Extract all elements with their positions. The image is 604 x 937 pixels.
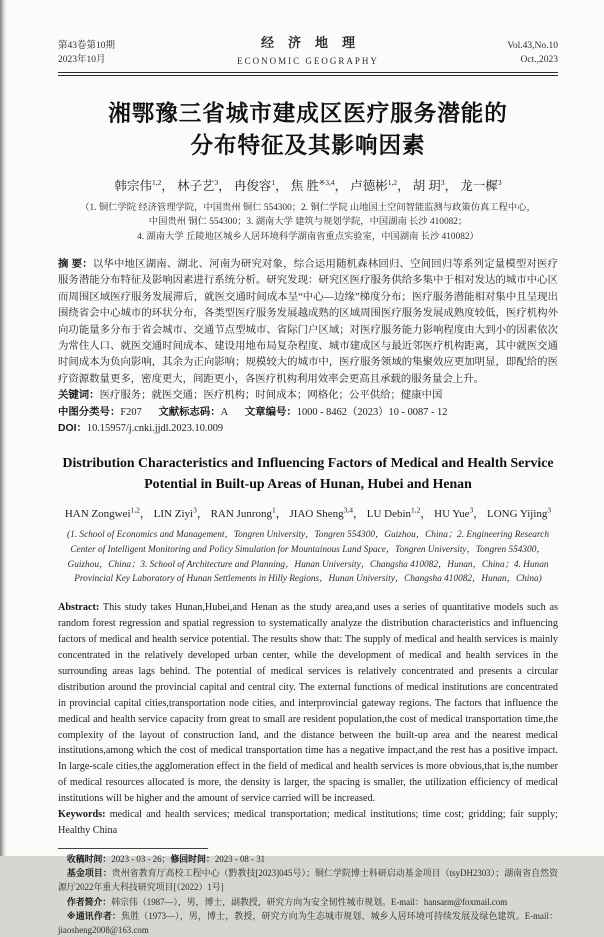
abstract-cn [58,257,558,388]
author-en: LONG Yijing$^3$ [486,505,552,520]
document-code: 文献标志码：A [158,406,229,418]
volume-issue: 第43卷第10期 [58,41,116,52]
doi-value: 10.15957/j.cnki.jjdl.2023.10.009 [86,423,224,435]
author-en: HU Yue$^3$， [434,505,485,520]
affiliation-cn-line: 4. 湖南大学 丘陵地区城乡人居环境科学湖南省重点实验室，中国湖南 长沙 410082） [137,231,479,242]
volume-number-en: Vol.43,No.10 [507,41,558,52]
issue-date-cn: 2023年10月 [58,55,106,66]
affiliations-en: (1. School of Economics and Management，Tongren University，Tongren 554300，Guizhou，China；2. Engineering Research Center of Intelligent Monitoring and Policy Simulation for Mountainous Land Space，Tongren University，Tongren 554300，Guizhou，China；3. School of Architecture and Planning，Hunan University，Changsha 410082，Hunan，China；4. Hunan Provincial Key Laboratory of Hunan Settlements in Hilly Regions，Hunan University，Changsha 410082，Hunan，China) [67,529,549,585]
abstract-cn-label: 摘 要： [58,258,93,270]
affiliation-cn-line: （1. 铜仁学院 经济管理学院，中国贵州 铜仁 554300；2. 铜仁学院 山地国土空间智能监测与政策仿真工程中心， [80,202,536,213]
abstract-en-label: Abstract: [58,602,100,614]
abstract-cn-text: 以华中地区湖南、湖北、河南为研究对象，综合运用随机森林回归、空间回归等系列定量模型对医疗服务潜能分布特征及影响因素进行系统分析。研究发现：研究区医疗服务供给多集中于相对发达的城市中心区而周围区域医疗服务发展滞后，就医交通时间成本呈“中心—边缘”梯度分布；医疗服务潜能相对集中且呈现出围绕省会中心城市的环状分布，各类型医疗服务发展越成熟的区域周围医疗服务发展成熟度较低，医疗机构外向功能量多分布于省会城市、交通节点型城市、省际门户区域；对医疗服务能力影响程度由大到小的因素依次为常住人口、就医交通时间成本、建设用地布局复杂程度、城市建成区与最近邻医疗机构距离，其中就医交通时间成本为负向影响，其余为正向影响；规模较大的城市中，医疗服务领域的集聚效应更加明显，即配给的医疗资源数量更多，密度更大，间距更小，各医疗机构利用效率会更高且承载的服务量会上升。 [58,258,559,385]
funding-info: 基金项目：贵州省教育厅高校工程中心（黔教技[2023]045号）；铜仁学院博士科研启动基金项目（tsyDH2303）；湖南省自然资源厅2022年重大科技研究项目[（2022）1号] [58,868,559,893]
keywords-cn [58,388,558,404]
author-cn: 龙一樨$^3$ [460,177,502,193]
paper-title-en [58,453,558,494]
author-cn: 冉俊容$^1$， [233,177,288,193]
abstract-en [58,600,558,807]
issue-date-en: Oct.,2023 [520,55,558,66]
article-meta [58,405,558,421]
author-en: HAN Zongwei$^{1,2}$， [64,505,151,520]
footnote-divider [58,848,208,849]
author-cn: 卢德彬$^{1,2}$， [350,177,410,193]
doi [58,421,558,437]
paper-title-en-line2: Potential in Built-up Areas of Hunan, Hubei and Henan [144,476,472,492]
corresponding-author: ※通讯作者：焦胜（1973—），男，博士，教授，研究方向为生态城市规划、城乡人居环境可持续发展及绿色建筑。E-mail：jiaosheng2008@163.com [58,910,558,935]
author-en: LU Debin$^{1,2}$， [366,505,432,520]
author-cn: 胡 玥$^3$， [412,177,458,193]
journal-name-cn: 经济地理 [260,35,369,50]
keywords-cn-label: 关键词： [58,390,100,402]
paper-title-cn-line1: 湘鄂豫三省城市建成区医疗服务潜能的 [108,100,508,126]
affiliations-cn [58,201,558,244]
paper-title-en-line1: Distribution Characteristics and Influencing Factors of Medical and Health Service [62,455,554,471]
author-cn: 林子艺$^3$， [176,177,231,193]
footnotes [58,852,558,937]
issue-info [58,40,188,68]
keywords-en-label: Keywords: [58,809,106,821]
author-cn: 韩宗伟$^{1,2}$， [114,177,174,193]
article-id: 文章编号：1000 - 8462（2023）10 - 0087 - 12 [244,406,448,418]
doi-label: DOI： [58,423,87,435]
volume-info-en [428,40,558,68]
keywords-cn-text: 医疗服务；就医交通；医疗机构；时间成本；网格化；公平供给；健康中国 [99,390,443,402]
paper-title-cn-line2: 分布特征及其影响因素 [190,132,426,158]
clc-number: 中图分类号：F207 [58,406,142,418]
author-en: JIAO Sheng$^{3,4}$， [289,505,364,520]
affiliation-cn-line: 中国贵州 铜仁 554300；3. 湖南大学 建筑与规划学院，中国湖南 长沙 410082； [148,217,468,228]
received-dates: 收稿时间：2023 - 03 - 26；修回时间：2023 - 08 - 31 [66,853,266,864]
author-bio: 作者简介：韩宗伟（1987—），男，博士，副教授，研究方向为安全韧性城市规划。E-mail：hansarm@foxmail.com [66,896,508,907]
keywords-en-text: medical and health services; medical transportation; medical institutions; time cost; gridding; fair supply; Healthy China [58,809,559,837]
author-en: RAN Junrong$^1$， [210,505,287,520]
journal-header [58,34,558,68]
journal-name-en: ECONOMIC GEOGRAPHY [237,55,379,66]
author-list-cn [58,176,558,194]
journal-name [188,34,428,68]
author-cn: 焦 胜$^{※3,4}$， [290,177,348,193]
author-en: LIN Ziyi$^3$， [153,505,208,520]
abstract-en-text: This study takes Hunan,Hubei,and Henan as the study area,and uses a series of quantitative models such as random forest regression and spatial regression to systematically analyze the distribution characteristics and influencing factors of medical and health service potential. The results show that: The supply of medical and health services is mainly concentrated in the relatively developed urban center, while the development of medical and health services in the surrounding areas lags behind. The potential of medical services is relatively concentrated and presents a circular distribution around the provincial capital and central city. The external functions of medical institutions are concentrated in provincial capital cities,transportation node cities, and interprovincial gateway regions. The factors that influence the medical and health service capacity from great to small are resident population,the cost of medical transportation time,the complexity of the layout of construction land, and the distance between the built-up area and the nearest medical institutions,among which the cost of medical transportation time has a negative impact,and the rest has a positive impact. In large-scale cities,the agglomeration effect in the field of medical and health services is more obvious,that is,the number of medical resources allocated is more, the density is larger, the spacing is smaller, the utilization efficiency of medical institutions will be higher and the amount of service carried will be increased. [58,602,558,805]
keywords-en [58,807,558,839]
paper-title-cn [58,98,558,162]
header-divider [58,72,558,76]
author-list-en [58,505,558,521]
